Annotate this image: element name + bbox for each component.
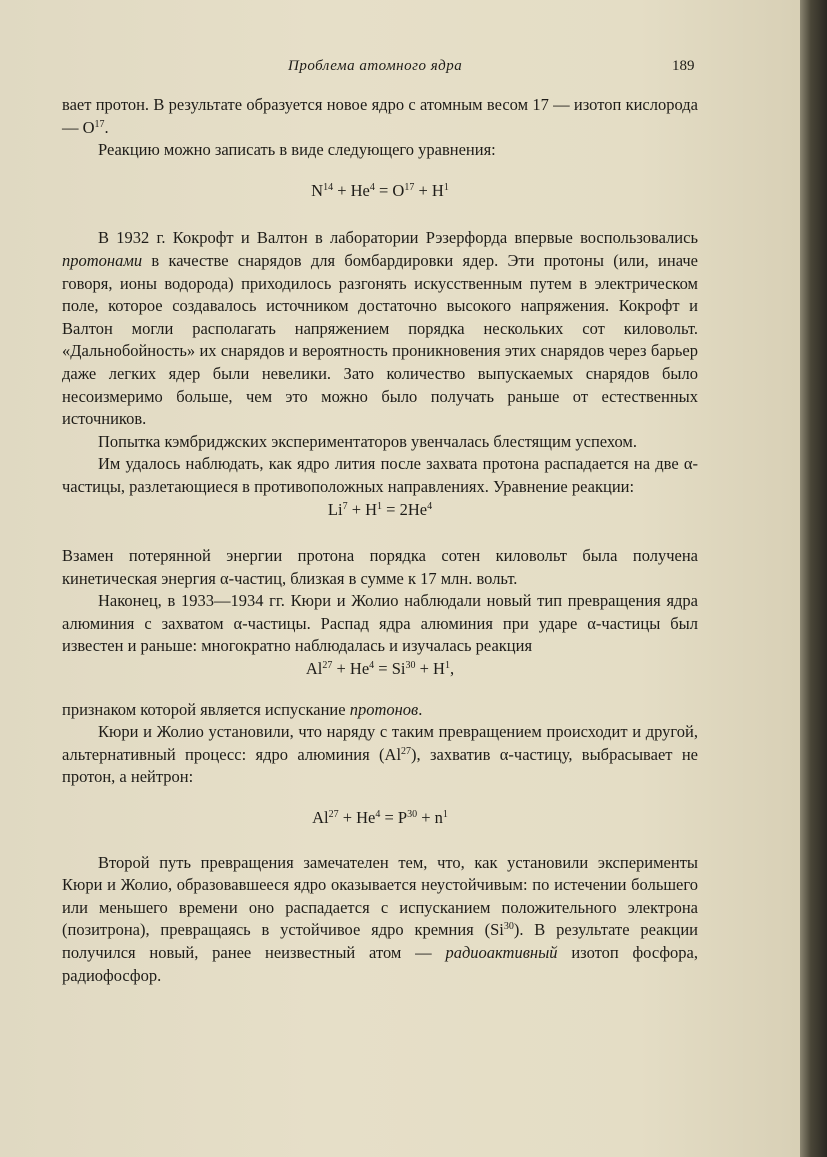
equation-aluminium-silicon: $Al^{27} + He^4 = Si^{30} + H^1$,	[305, 659, 455, 679]
equation-aluminium-phosphorus: $Al^{27} + He^4 = P^{30} + n^1$	[312, 808, 448, 828]
running-head	[0, 58, 800, 82]
paragraph-10: Второй путь превращения замечателен тем, что, как установили эксперименты Кюри и Жолио, образовавшееся ядро оказывается неустойчивым: по истечении большего или меньшего времени оно распадается с испусканием положительного электрона (позитрона), превращаясь в устойчивое ядро кремния (Si$^{30}$). В результате реакции получился новый, ранее неизвестный атом — радиоактивный изотоп фосфора, радиофосфор.	[62, 852, 699, 985]
emphasis-protons: протонами	[62, 250, 143, 270]
paragraph-2: Реакцию можно записать в виде следующего уравнения:	[98, 140, 496, 160]
body-text	[62, 94, 698, 987]
emphasis-protons-2: протонов	[349, 699, 419, 719]
paragraph-6: Взамен потерянной энергии протона порядка сотен киловольт была получена кинетическая энергия α-частиц, близкая в сумме к 17 млн. вольт.	[62, 546, 698, 588]
book-binding-edge	[800, 0, 827, 1157]
emphasis-radioactive: радиоактивный	[445, 943, 558, 962]
paragraph-4: Попытка кэмбриджских экспериментаторов увенчалась блестящим успехом.	[98, 431, 637, 451]
paragraph-1: вает протон. В результате образуется новое ядро с атомным весом 17 — изотоп кислорода — $O^{17}$.	[62, 95, 698, 137]
equation-nitrogen: $N^{14} + He^4 = O^{17} + H^1$	[311, 180, 449, 200]
paragraph-3: В 1932 г. Кокрофт и Валтон в лаборатории Рэзерфорда впервые воспользовались протонами в качестве снарядов для бомбардировки ядер. Эти протоны (или, иначе говоря, ионы водорода) приходилось разгонять искусственным путем в электрическом поле, которое создавалось источником достаточно высокого напряжения. Кокрофт и Валтон могли располагать напряжением порядка нескольких сот киловольт. «Дальнобойность» их снарядов и вероятность проникновения этих снарядов через барьер даже легких ядер были невелики. Зато количество выпускаемых снарядов было несоизмеримо больше, чем это можно было получать раньше от естественных источников.	[62, 228, 698, 429]
paragraph-5: Им удалось наблюдать, как ядро лития после захвата протона распадается на две α-частицы, разлетающиеся в противоположных направлениях. Уравнение реакции:	[62, 454, 698, 496]
paragraph-7: Наконец, в 1933—1934 гг. Кюри и Жолио наблюдали новый тип превращения ядра алюминия с захватом α-частицы. Распад ядра алюминия при ударе α-частицы был известен и раньше: многократно наблюдалась и изучалась реакция	[62, 591, 698, 656]
paragraph-8: признаком которой является испускание протонов.	[62, 699, 423, 719]
page-number: 189	[672, 58, 695, 74]
running-title: Проблема атомного ядра	[288, 58, 463, 74]
paragraph-9: Кюри и Жолио установили, что наряду с таким превращением происходит и другой, альтернативный процесс: ядро алюминия (Al$^{27}$), захватив α-частицу, выбрасывает не протон, а нейтрон:	[62, 722, 698, 787]
equation-lithium: $Li^7 + H^1 = 2He^4$	[327, 499, 433, 519]
